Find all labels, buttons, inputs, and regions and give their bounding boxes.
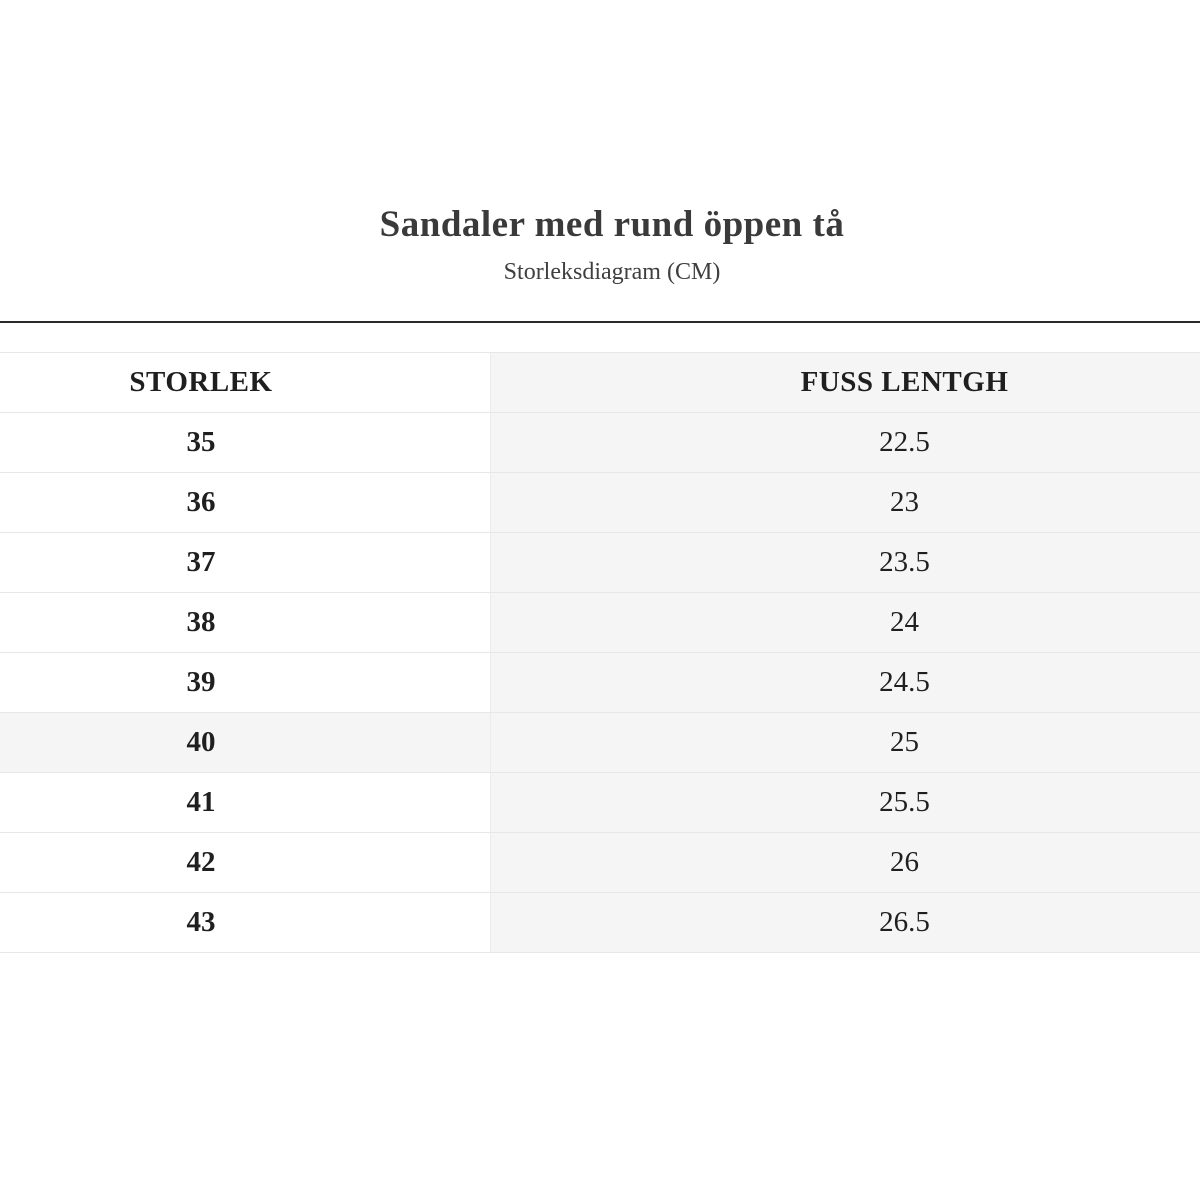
size-cell: 38: [0, 593, 490, 652]
foot-length-cell: 26.5: [490, 893, 1200, 952]
foot-length-cell: 24.5: [490, 653, 1200, 712]
foot-length-cell: 25.5: [490, 773, 1200, 832]
header-divider: [0, 321, 1200, 323]
size-cell: 40: [0, 713, 490, 772]
foot-length-cell: 25: [490, 713, 1200, 772]
table-row: [0, 892, 1200, 952]
column-header-fuss-lentgh: FUSS LENTGH: [490, 353, 1200, 412]
table-row: [0, 772, 1200, 832]
size-cell: 42: [0, 833, 490, 892]
page-subtitle: Storleksdiagram (CM): [503, 259, 721, 285]
page-title: Sandaler med rund öppen tå: [379, 204, 845, 245]
table-header-row: [0, 352, 1200, 412]
table-row: [0, 472, 1200, 532]
table-row: [0, 412, 1200, 472]
foot-length-cell: 26: [490, 833, 1200, 892]
page-header: [0, 0, 1200, 287]
foot-length-cell: 22.5: [490, 413, 1200, 472]
foot-length-cell: 23: [490, 473, 1200, 532]
size-cell: 41: [0, 773, 490, 832]
size-cell: 36: [0, 473, 490, 532]
size-cell: 39: [0, 653, 490, 712]
size-table: [0, 352, 1200, 953]
table-row: [0, 592, 1200, 652]
foot-length-cell: 23.5: [490, 533, 1200, 592]
foot-length-cell: 24: [490, 593, 1200, 652]
table-row: [0, 652, 1200, 712]
column-header-storlek: STORLEK: [0, 353, 490, 412]
size-cell: 43: [0, 893, 490, 952]
table-body: [0, 412, 1200, 952]
size-cell: 37: [0, 533, 490, 592]
table-row: [0, 832, 1200, 892]
table-row: [0, 712, 1200, 772]
size-cell: 35: [0, 413, 490, 472]
table-row: [0, 532, 1200, 592]
